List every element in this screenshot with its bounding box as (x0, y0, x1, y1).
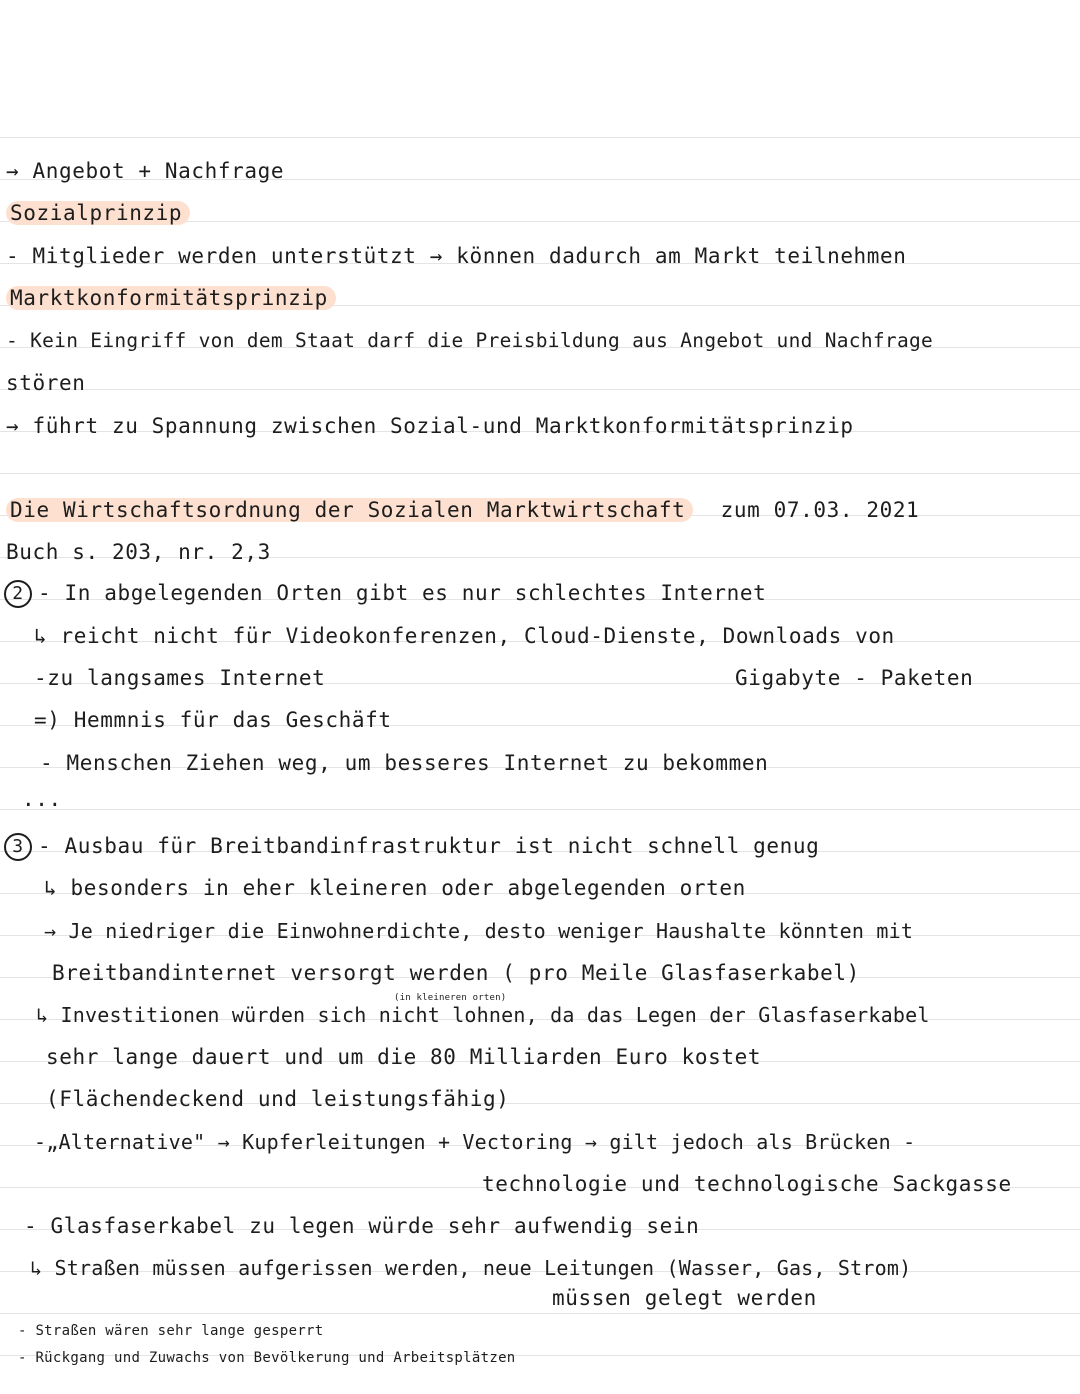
task-3-text: - Ausbau für Breitbandinfrastruktur ist nicht schnell genug (38, 834, 820, 858)
note-line-glasfaserkabel: - Glasfaserkabel zu legen würde sehr aufwendig sein (24, 1214, 700, 1238)
note-line-technologie: technologie und technologische Sackgasse (482, 1172, 1012, 1196)
note-line-spannung: → führt zu Spannung zwischen Sozial-und Marktkonformitätsprinzip (6, 414, 854, 438)
note-line-angebot: → Angebot + Nachfrage (6, 159, 285, 183)
note-line-gigabyte: Gigabyte - Paketen (735, 666, 974, 690)
note-line-rueckgang: - Rückgang und Zuwachs von Bevölkerung und Arbeitsplätzen (18, 1350, 516, 1366)
note-line-investitionen: ↳ Investitionen würden sich nicht lohnen, da das Legen der Glasfaserkabel (36, 1003, 930, 1027)
note-line-flaechendeckend: (Flächendeckend und leistungsfähig) (46, 1087, 510, 1111)
note-line-hemmnis: =) Hemmnis für das Geschäft (34, 708, 392, 732)
task-2-text: - In abgelegenden Orten gibt es nur schlechtes Internet (38, 581, 767, 605)
note-line-stoeren: stören (6, 371, 86, 395)
note-line-langsames-internet: -zu langsames Internet (34, 666, 326, 690)
note-line-mitglieder: - Mitglieder werden unterstützt → können dadurch am Markt teilnehmen (6, 244, 907, 268)
note-line-menschen: - Menschen Ziehen weg, um besseres Internet zu bekommen (40, 751, 769, 775)
note-insert-kleineren-orten: (in kleineren orten) (394, 993, 507, 1003)
note-line-einwohnerdichte: → Je niedriger die Einwohnerdichte, desto weniger Haushalte könnten mit (44, 919, 914, 943)
note-line-breitbandinternet: Breitbandinternet versorgt werden ( pro Meile Glasfaserkabel) (52, 961, 860, 985)
task-number-2: 2 (4, 580, 32, 608)
ellipsis: ... (22, 787, 62, 811)
note-line-alternative: -„Alternative" → Kupferleitungen + Vectoring → gilt jedoch als Brücken - (34, 1130, 916, 1154)
highlight-sozialprinzip: Sozialprinzip (6, 201, 190, 225)
task-2-first-line (4, 580, 766, 608)
note-line-reicht-nicht: ↳ reicht nicht für Videokonferenzen, Cloud-Dienste, Downloads von (34, 624, 895, 648)
section-heading (6, 497, 919, 523)
task-number-3: 3 (4, 833, 32, 861)
note-line-besonders: ↳ besonders in eher kleineren oder abgelegenden orten (44, 876, 746, 900)
note-line-kein-eingriff: - Kein Eingriff von dem Staat darf die Preisbildung aus Angebot und Nachfrage (6, 329, 934, 352)
heading-sozialprinzip (6, 200, 190, 226)
note-line-strassen: ↳ Straßen müssen aufgerissen werden, neue Leitungen (Wasser, Gas, Strom) (30, 1256, 912, 1280)
note-line-gelegt: müssen gelegt werden (552, 1286, 817, 1310)
heading-marktkonformitaetsprinzip (6, 285, 336, 311)
highlight-marktkonformitaetsprinzip: Marktkonformitätsprinzip (6, 286, 336, 310)
section-date: zum 07.03. 2021 (720, 498, 920, 522)
note-line-gesperrt: - Straßen wären sehr lange gesperrt (18, 1323, 324, 1339)
note-line-sehr-lange: sehr lange dauert und um die 80 Milliarden Euro kostet (46, 1045, 762, 1069)
task-3-first-line (4, 833, 819, 861)
section-title: Die Wirtschaftsordnung der Sozialen Marktwirtschaft (6, 498, 693, 522)
book-reference: Buch s. 203, nr. 2,3 (6, 540, 271, 564)
